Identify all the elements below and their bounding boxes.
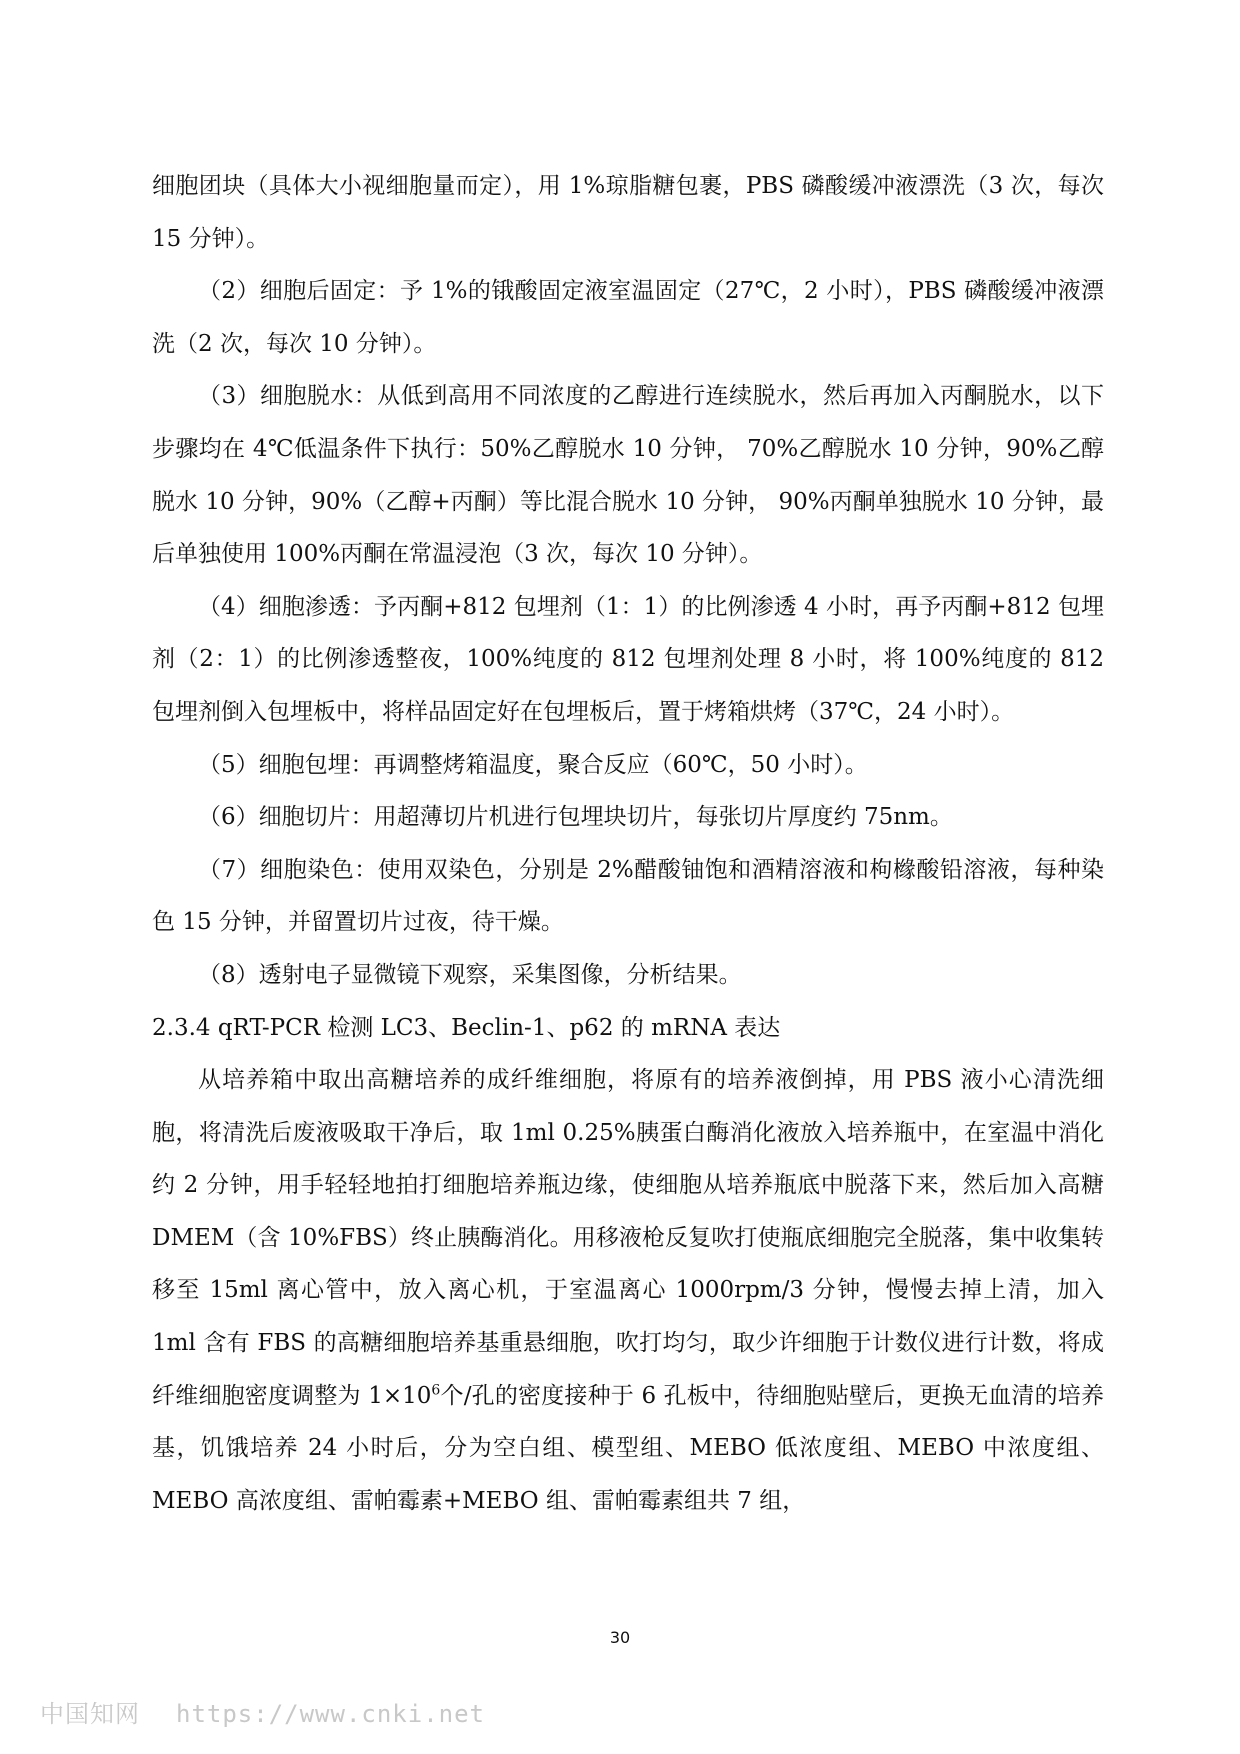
paragraph-step-7: （7）细胞染色：使用双染色，分别是 2%醋酸铀饱和酒精溶液和枸橼酸铅溶液，每种染色 15 分钟，并留置切片过夜，待干燥。 xyxy=(152,856,1104,936)
paragraph-1: 细胞团块（具体大小视细胞量而定），用 1%琼脂糖包裹，PBS 磷酸缓冲液漂洗（3 次，每次 15 分钟）。 xyxy=(152,173,1104,252)
paragraph-step-2: （2）细胞后固定：予 1%的锇酸固定液室温固定（27℃，2 小时），PBS 磷酸缓冲液漂洗（2 次，每次 10 分钟）。 xyxy=(152,278,1104,357)
superscript-exponent: 6 xyxy=(431,1382,441,1398)
paragraph-step-4: （4）细胞渗透：予丙酮+812 包埋剂（1：1）的比例渗透 4 小时，再予丙酮+812 包埋剂（2：1）的比例渗透整夜，100%纯度的 812 包埋剂处理 8 小时，将 100%纯度的 812 包埋剂倒入包埋板中，将样品固定好在包埋板后，置于烤箱烘烤（37℃，24 小时）。 xyxy=(152,593,1104,725)
watermark-url: https://www.cnki.net xyxy=(176,1700,485,1728)
body-text xyxy=(152,160,1104,1527)
paragraph-step-6: （6）细胞切片：用超薄切片机进行包埋块切片，每张切片厚度约 75nm。 xyxy=(198,804,953,831)
section-heading: 2.3.4 qRT-PCR 检测 LC3、Beclin-1、p62 的 mRNA 表达 xyxy=(152,1014,781,1041)
paragraph-step-8: （8）透射电子显微镜下观察，采集图像，分析结果。 xyxy=(198,961,742,988)
paragraph-step-3: （3）细胞脱水：从低到高用不同浓度的乙醇进行连续脱水，然后再加入丙酮脱水，以下步骤均在 4℃低温条件下执行：50%乙醇脱水 10 分钟， 70%乙醇脱水 10 分钟，90%乙醇脱水 10 分钟，90%（乙醇+丙酮）等比混合脱水 10 分钟， 90%丙酮单独脱水 10 分钟，最后单独使用 100%丙酮在常温浸泡（3 次，每次 10 分钟）。 xyxy=(152,383,1104,568)
paragraph-text-part-2: 个/孔的密度接种于 6 孔板中，待细胞贴壁后，更换无血清的培养基，饥饿培养 24 小时后，分为空白组、模型组、MEBO 低浓度组、MEBO 中浓度组、MEBO 高浓度组、雷帕霉素+MEBO 组、雷帕霉素组共 7 组， xyxy=(152,1382,1105,1514)
watermark-name: 中国知网 xyxy=(40,1700,140,1728)
paragraph-qrt-pcr xyxy=(152,1054,1104,1527)
paragraph-step-5: （5）细胞包埋：再调整烤箱温度，聚合反应（60℃，50 小时）。 xyxy=(198,751,868,778)
cnki-watermark xyxy=(40,1694,485,1729)
page-number: 30 xyxy=(609,1628,631,1647)
paragraph-text-part-1: 从培养箱中取出高糖培养的成纤维细胞，将原有的培养液倒掉，用 PBS 液小心清洗细胞，将清洗后废液吸取干净后，取 1ml 0.25%胰蛋白酶消化液放入培养瓶中，在室温中消化约 2 分钟，用手轻轻地拍打细胞培养瓶边缘，使细胞从培养瓶底中脱落下来，然后加入高糖 DMEM（含 10%FBS）终止胰酶消化。用移液枪反复吹打使瓶底细胞完全脱落，集中收集转移至 15ml 离心管中，放入离心机，于室温离心 1000rpm/3 分钟，慢慢去掉上清，加入 1ml 含有 FBS 的高糖细胞培养基重悬细胞，吹打均匀，取少许细胞于计数仪进行计数，将成纤维细胞密度调整为 1×10 xyxy=(152,1067,1104,1409)
